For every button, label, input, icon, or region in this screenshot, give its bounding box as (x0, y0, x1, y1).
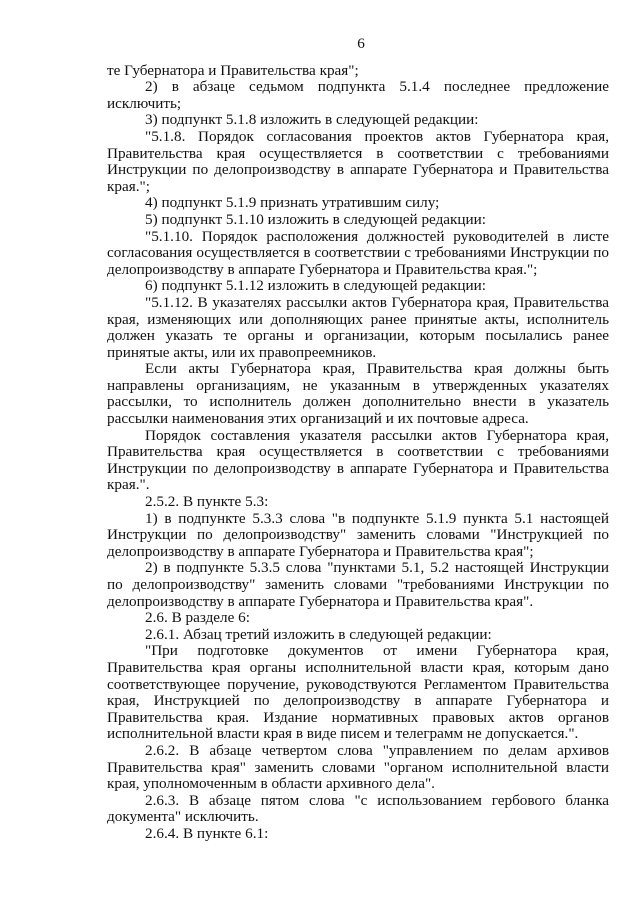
document-body (107, 63, 609, 843)
paragraph: "5.1.12. В указателях рассылки актов Губернатора края, Правительства края, изменяющих или дополняющих ранее принятые акты, исполнитель должен указать те органы и организации, которым посылались ранее принятые акты, или их правопреемников. (107, 293, 609, 361)
page-number: 6 (357, 35, 365, 52)
paragraph: 2) в подпункте 5.3.5 слова "пунктами 5.1, 5.2 настоящей Инструкции по делопроизводству" заменить словами "требованиями Инструкции по делопроизводству в аппарате Губернатора и Правительства края". (107, 559, 609, 610)
paragraph: Порядок составления указателя рассылки актов Губернатора края, Правительства края осуществляется в соответствии с требованиями Инструкции по делопроизводству в аппарате Губернатора и Правительства края.". (107, 426, 609, 494)
paragraph: 4) подпункт 5.1.9 признать утратившим силу; (145, 194, 440, 212)
paragraph: 2.6.1. Абзац третий изложить в следующей редакции: (145, 625, 492, 643)
paragraph: 3) подпункт 5.1.8 изложить в следующей редакции: (145, 111, 479, 129)
paragraph: 1) в подпункте 5.3.3 слова "в подпункте 5.1.9 пункта 5.1 настоящей Инструкции по делопроизводству" заменить словами "Инструкцией по делопроизводству в аппарате Губернатора и Правительства края"; (107, 509, 609, 560)
paragraph: 2) в абзаце седьмом подпункта 5.1.4 последнее предложение исключить; (107, 78, 609, 112)
document-page (107, 36, 609, 843)
paragraph: 2.5.2. В пункте 5.3: (145, 493, 269, 511)
paragraph: 2.6. В разделе 6: (145, 609, 250, 627)
paragraph: Если акты Губернатора края, Правительства края должны быть направлены организациям, не указанным в утвержденных указателях рассылки, то исполнитель должен дополнительно внести в указатель рассылки наименования этих организаций и их почтовые адреса. (107, 360, 609, 428)
paragraph: те Губернатора и Правительства края"; (107, 61, 359, 79)
paragraph: "5.1.10. Порядок расположения должностей руководителей в листе согласования осуществляется в соответствии с требованиями Инструкции по делопроизводству в аппарате Губернатора и Правительства края."; (107, 227, 609, 278)
paragraph: "При подготовке документов от имени Губернатора края, Правительства края органы исполнительной власти края, которым дано соответствующее поручение, руководствуются Регламентом Правительства края, Инструкцией по делопроизводству в аппарате Губернатора и Правительства края. Издание нормативных правовых актов органов исполнительной власти края в виде писем и телеграмм не допускается.". (107, 642, 609, 743)
paragraph: 5) подпункт 5.1.10 изложить в следующей редакции: (145, 210, 487, 228)
paragraph: 2.6.2. В абзаце четвертом слова "управлением по делам архивов Правительства края" заменить словами "органом исполнительной власти края, уполномоченным в области архивного дела". (107, 741, 609, 793)
paragraph: 2.6.3. В абзаце пятом слова "с использованием гербового бланка документа" исключить. (107, 791, 609, 826)
paragraph: 6) подпункт 5.1.12 изложить в следующей редакции: (145, 277, 487, 295)
paragraph: "5.1.8. Порядок согласования проектов актов Губернатора края, Правительства края осуществляется в соответствии с требованиями Инструкции по делопроизводству в аппарате Губернатора и Правительства края."; (107, 127, 609, 195)
paragraph: 2.6.4. В пункте 6.1: (145, 824, 269, 842)
